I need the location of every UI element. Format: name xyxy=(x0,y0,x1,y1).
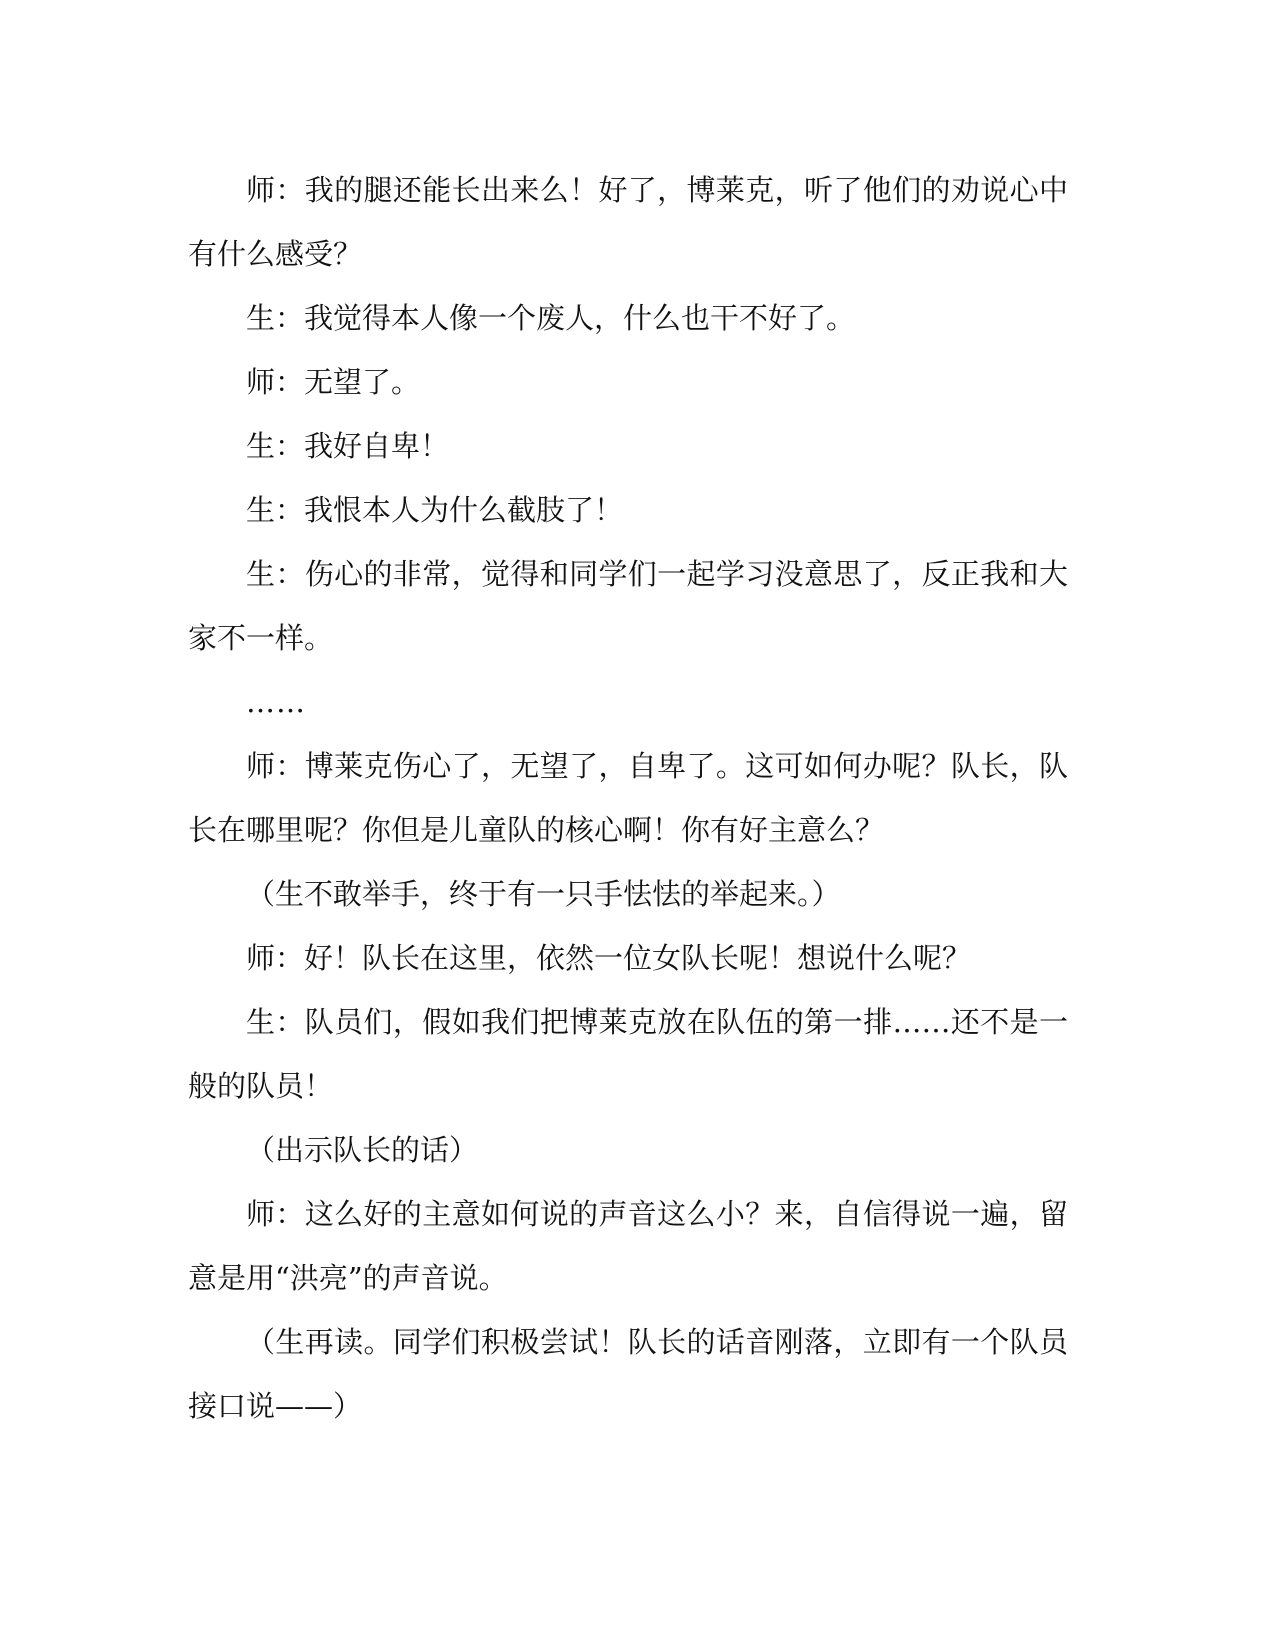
paragraph: 生：我好自卑！ xyxy=(246,429,450,463)
paragraph: 生：我觉得本人像一个废人，什么也干不好了。 xyxy=(246,301,856,335)
paragraph: 师：好！队长在这里，依然一位女队长呢！想说什么呢？ xyxy=(246,941,972,975)
paragraph: 师：无望了。 xyxy=(246,365,421,399)
ellipsis-paragraph: …… xyxy=(246,685,306,719)
paragraph: 生：我恨本人为什么截肢了！ xyxy=(246,493,624,527)
paragraph: 师：我的腿还能长出来么！好了，博莱克，听了他们的劝说心中有什么感受？ xyxy=(188,173,1068,271)
paragraph: （生不敢举手，终于有一只手怯怯的举起来。） xyxy=(246,877,841,911)
paragraph: （出示队长的话） xyxy=(246,1133,479,1167)
paragraph: 生：队员们，假如我们把博莱克放在队伍的第一排……还不是一般的队员！ xyxy=(188,1005,1068,1103)
paragraph: 师：这么好的主意如何说的声音这么小？来，自信得说一遍，留意是用“洪亮”的声音说。 xyxy=(188,1197,1068,1295)
document-body xyxy=(188,158,1068,1438)
paragraph: 师：博莱克伤心了，无望了，自卑了。这可如何办呢？队长，队长在哪里呢？你但是儿童队的核心啊！你有好主意么？ xyxy=(188,749,1068,847)
paragraph: （生再读。同学们积极尝试！队长的话音刚落，立即有一个队员接口说——） xyxy=(188,1325,1068,1423)
paragraph: 生：伤心的非常，觉得和同学们一起学习没意思了，反正我和大家不一样。 xyxy=(188,557,1068,655)
